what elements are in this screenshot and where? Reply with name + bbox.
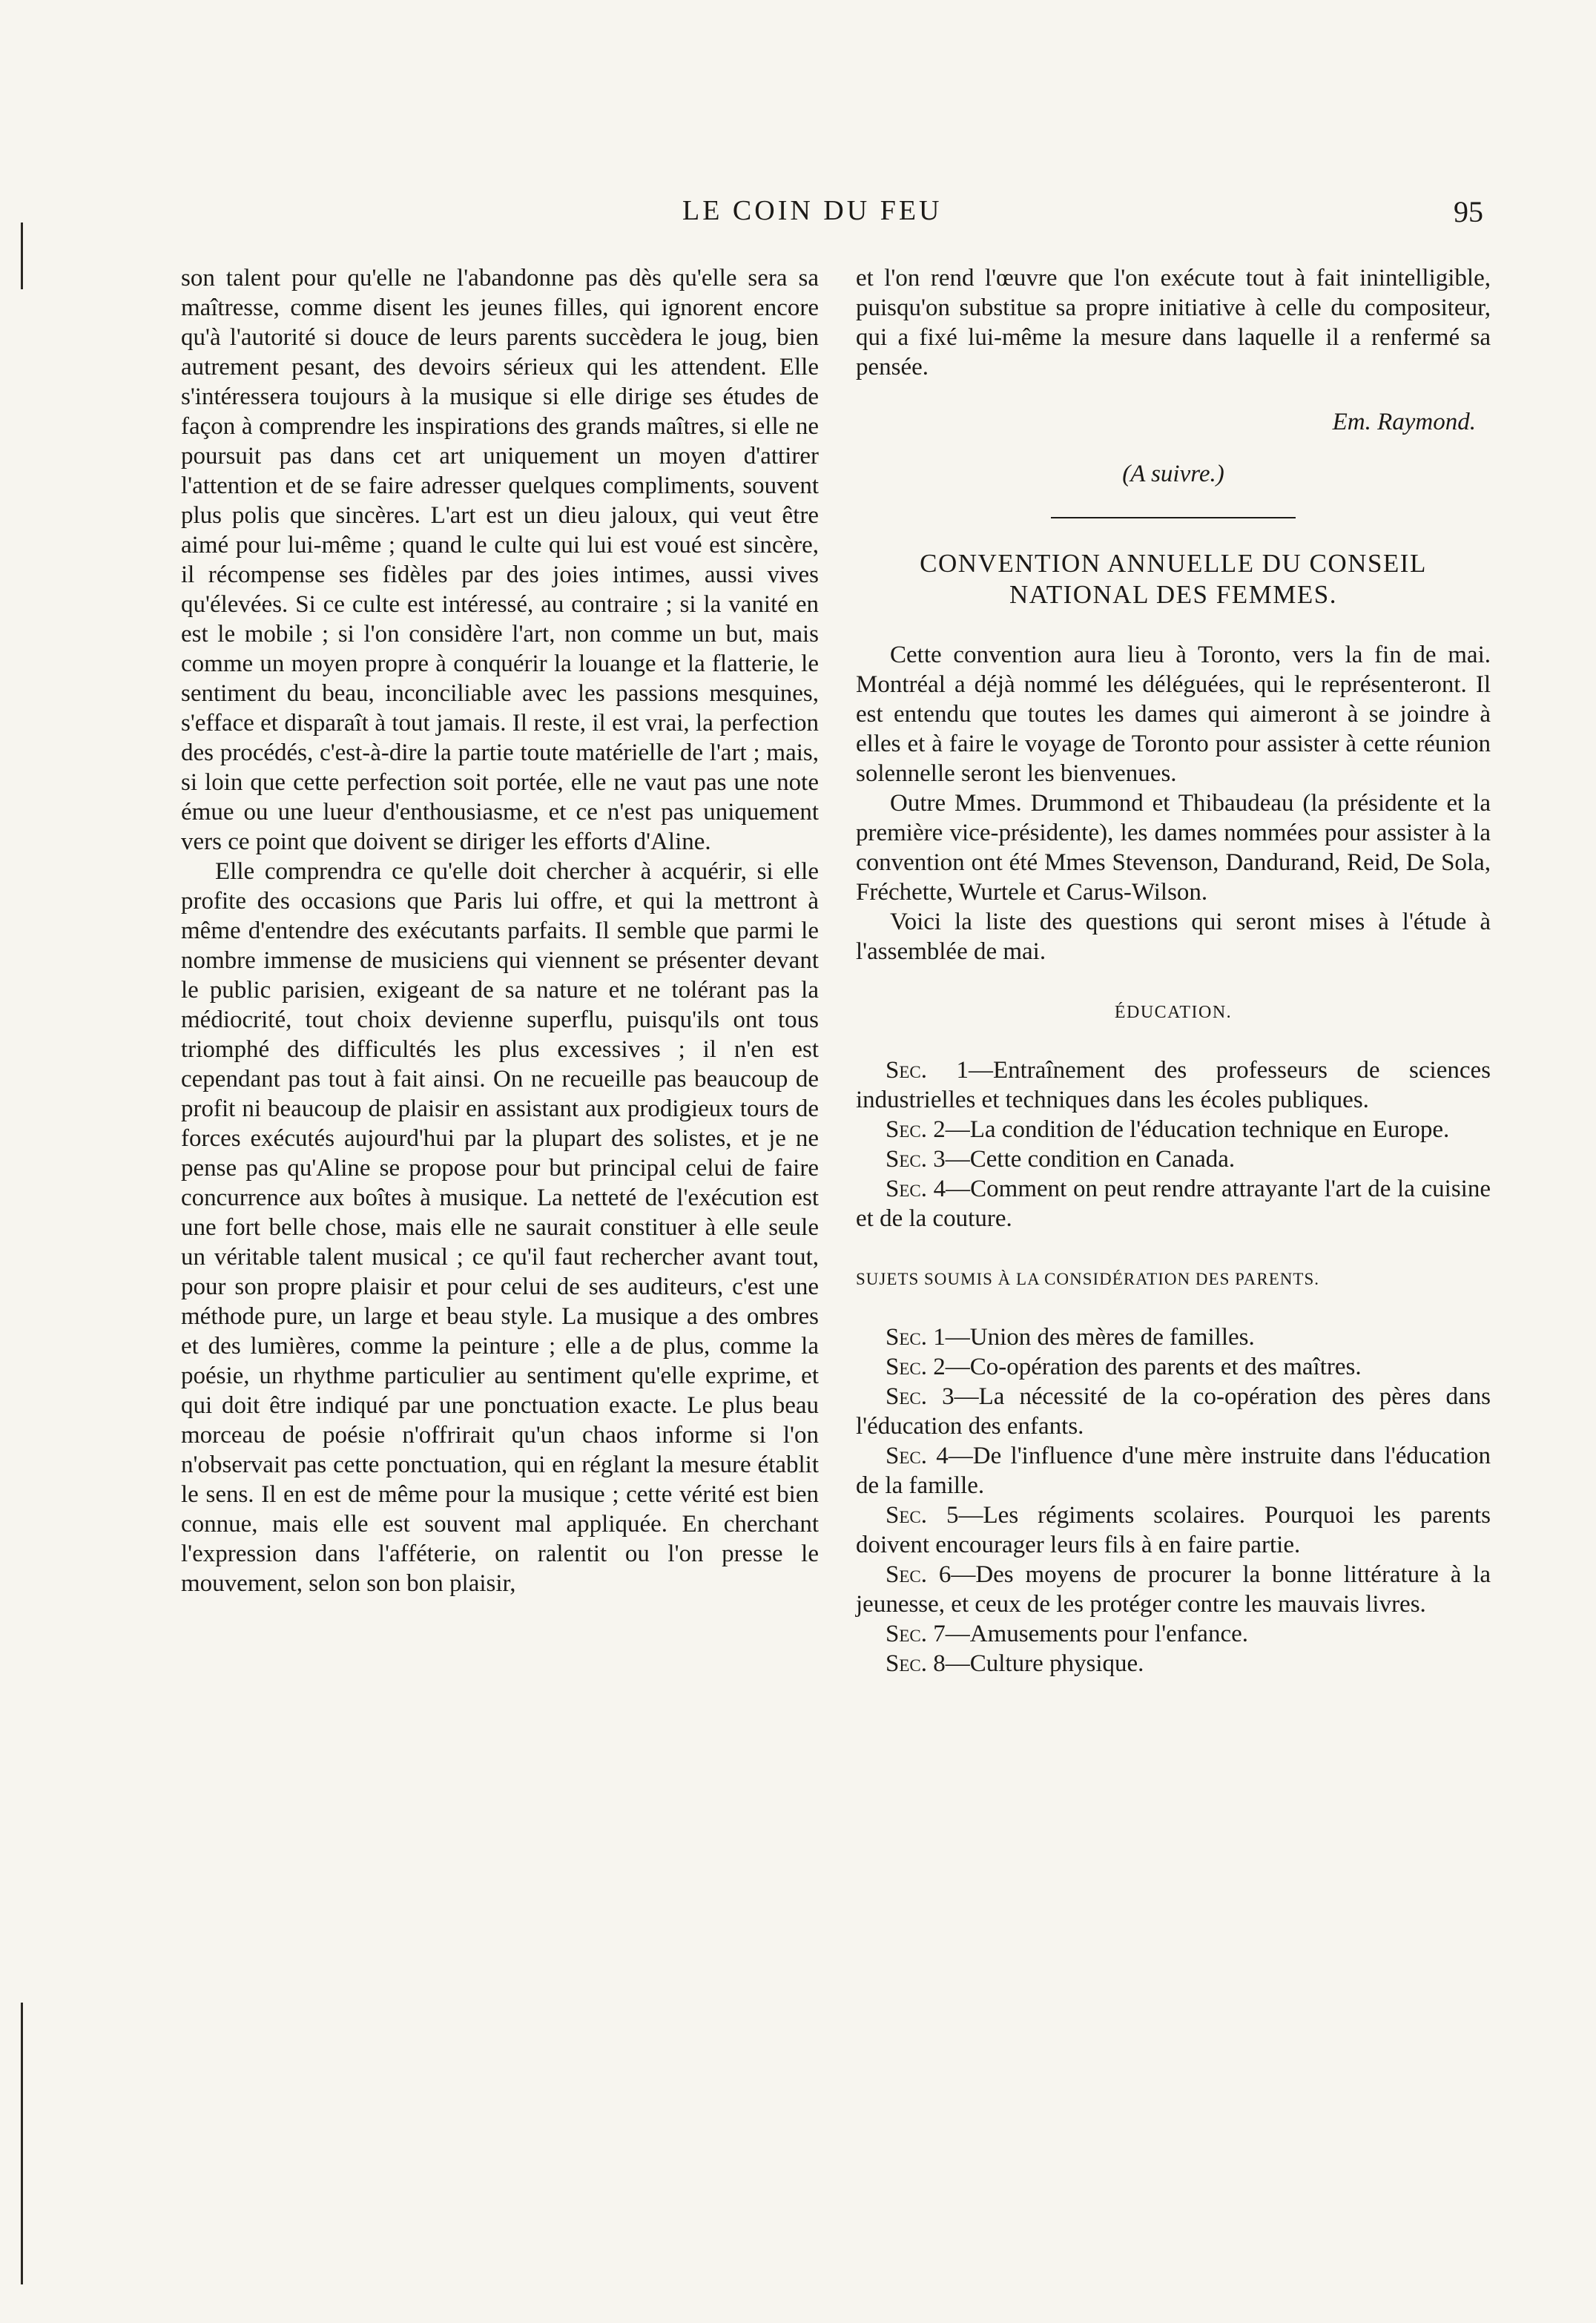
page-number: 95 bbox=[1454, 195, 1483, 228]
section-label: Sec. 3 bbox=[886, 1383, 954, 1410]
article-title-line: CONVENTION ANNUELLE DU CONSEIL bbox=[920, 549, 1427, 578]
article-title bbox=[856, 548, 1491, 610]
list-item bbox=[856, 1619, 1491, 1649]
subheading-education: ÉDUCATION. bbox=[1114, 1003, 1233, 1022]
list-item bbox=[856, 1174, 1491, 1233]
list-item bbox=[856, 1055, 1491, 1115]
parents-list bbox=[856, 1322, 1491, 1678]
section-label: Sec. 3 bbox=[886, 1146, 946, 1173]
list-item bbox=[856, 1144, 1491, 1174]
section-text: —Les régiments scolaires. Pourquoi les parents doivent encourager leurs fils à en faire partie. bbox=[856, 1502, 1491, 1558]
article-title-line: NATIONAL DES FEMMES. bbox=[1009, 580, 1337, 609]
to-be-continued: (A suivre.) bbox=[1122, 461, 1224, 487]
section-label: Sec. 8 bbox=[886, 1650, 946, 1677]
section-text: —Amusements pour l'enfance. bbox=[945, 1621, 1248, 1647]
section-label: Sec. 5 bbox=[886, 1502, 959, 1529]
list-item bbox=[856, 1352, 1491, 1382]
left-column bbox=[181, 263, 819, 1598]
list-item bbox=[856, 1441, 1491, 1500]
list-item bbox=[856, 1649, 1491, 1678]
list-item bbox=[856, 1322, 1491, 1352]
section-text: —De l'influence d'une mère instruite dans l'éducation de la famille. bbox=[856, 1443, 1491, 1499]
paragraph: Outre Mmes. Drummond et Thibaudeau (la présidente et la première vice-présidente), les dames nommées pour assister à la convention ont été Mmes Stevenson, Dandurand, Reid, De Sola, Fréchette, Wurtele et Carus-Wilson. bbox=[856, 790, 1491, 906]
list-item bbox=[856, 1500, 1491, 1560]
section-label: Sec. 1 bbox=[886, 1057, 969, 1084]
section-text: —La nécessité de la co-opération des pères dans l'éducation des enfants. bbox=[856, 1383, 1491, 1440]
section-text: —Cette condition en Canada. bbox=[945, 1146, 1236, 1173]
author-signature: Em. Raymond. bbox=[1332, 409, 1476, 435]
subheading-parents: SUJETS SOUMIS À LA CONSIDÉRATION DES PARENTS. bbox=[856, 1270, 1319, 1288]
paragraph: Cette convention aura lieu à Toronto, vers la fin de mai. Montréal a déjà nommé les déléguées, qui le représenteront. Il est entendu que toutes les dames qui aimeront à se joindre à elles et à faire le voyage de Toronto pour assister à cette réunion solennelle seront les bienvenues. bbox=[856, 642, 1491, 787]
section-label: Sec. 2 bbox=[886, 1354, 946, 1380]
paragraph: Elle comprendra ce qu'elle doit chercher à acquérir, si elle profite des occasions que Paris lui offre, et qui la mettront à même d'entendre des exécutants parfaits. Il semble que parmi le nombre immense de musiciens qui viennent se présenter devant le public parisien, exigeant de sa nature et ne tolérant pas la médiocrité, tout choix devienne superflu, puisqu'ils ont tous triomphé des difficultés les plus excessives ; il n'en est cependant pas tout à fait ainsi. On ne recueille pas beaucoup de profit ni beaucoup de plaisir en assistant aux prodigieux tours de forces exécutés aujourd'hui par la plupart des solistes, et je ne pense pas qu'Aline se propose pour but principal celui de faire concurrence aux boîtes à musique. La netteté de l'exécution est une fort belle chose, mais elle ne saurait constituer à elle seule un véritable talent musical ; ce qu'il faut rechercher avant tout, pour son propre plaisir et pour celui de ses auditeurs, c'est une méthode pure, un large et beau style. La musique a des ombres et des lumières, comme la peinture ; elle a de plus, comme la poésie, un rhythme particulier au sentiment qu'elle exprime, et qui doit être indiqué par une ponctuation exacte. Le plus beau morceau de poésie n'offrirait qu'un chaos informe si l'on n'observait pas cette ponctuation, qui en réglant la mesure établit le sens. Il en est de même pour la musique ; cette vérité est bien connue, mais elle est souvent mal appliquée. En cherchant l'expression dans l'afféterie, on ralentit ou l'on presse le mouvement, selon son bon plaisir, bbox=[181, 858, 819, 1597]
section-label: Sec. 2 bbox=[886, 1116, 946, 1143]
section-text: —Co-opération des parents et des maîtres. bbox=[945, 1354, 1362, 1380]
section-label: Sec. 4 bbox=[886, 1176, 946, 1202]
section-label: Sec. 7 bbox=[886, 1621, 946, 1647]
list-item bbox=[856, 1382, 1491, 1441]
list-item bbox=[856, 1560, 1491, 1619]
education-list bbox=[856, 1055, 1491, 1233]
section-label: Sec. 1 bbox=[886, 1324, 946, 1351]
binding-edge-mark bbox=[21, 2003, 23, 2284]
paragraph: Voici la liste des questions qui seront mises à l'étude à l'assemblée de mai. bbox=[856, 909, 1491, 965]
list-item bbox=[856, 1115, 1491, 1144]
continuation-paragraph: et l'on rend l'œuvre que l'on exécute tout à fait inintelligible, puisqu'on substitue sa propre initiative à celle du compositeur, qui a fixé lui-même la mesure dans laquelle il a renfermé sa pensée. bbox=[856, 265, 1491, 380]
section-label: Sec. 6 bbox=[886, 1561, 952, 1588]
running-head bbox=[0, 194, 1596, 239]
section-text: —Entraînement des professeurs de sciences industrielles et techniques dans les écoles publiques. bbox=[856, 1057, 1491, 1113]
section-text: —La condition de l'éducation technique en Europe. bbox=[945, 1116, 1450, 1143]
right-column bbox=[856, 263, 1491, 1678]
section-text: —Union des mères de familles. bbox=[945, 1324, 1255, 1351]
section-text: —Culture physique. bbox=[945, 1650, 1144, 1677]
running-title: LE COIN DU FEU bbox=[682, 195, 943, 226]
section-text: —Comment on peut rendre attrayante l'art de la cuisine et de la couture. bbox=[856, 1176, 1491, 1232]
section-text: —Des moyens de procurer la bonne littérature à la jeunesse, et ceux de les protéger contre les mauvais livres. bbox=[856, 1561, 1491, 1618]
section-divider bbox=[1051, 517, 1296, 518]
paragraph: son talent pour qu'elle ne l'abandonne pas dès qu'elle sera sa maîtresse, comme disent les jeunes filles, qui ignorent encore qu'à l'autorité si douce de leurs parents succèdera le joug, bien autrement pesant, des devoirs sérieux qui les attendent. Elle s'intéressera toujours à la musique si elle dirige ses études de façon à comprendre les inspirations des grands maîtres, si elle ne poursuit pas dans cet art uniquement un moyen d'attirer l'attention et de se faire adresser quelques compliments, souvent plus polis que sincères. L'art est un dieu jaloux, qui veut être aimé pour lui-même ; quand le culte qui lui est voué est sincère, il récompense ses fidèles par des joies intimes, aussi vives qu'élevées. Si ce culte est intéressé, au contraire ; si la vanité en est le mobile ; si l'on considère l'art, non comme un but, mais comme un moyen propre à conquérir la louange et la flatterie, le sentiment du beau, inconciliable avec les passions mesquines, s'efface et disparaît à tout jamais. Il reste, il est vrai, la perfection des procédés, c'est-à-dire la partie toute matérielle de l'art ; mais, si loin que cette perfection soit portée, elle ne vaut pas une note émue ou une lueur d'enthousiasme, et ce n'est pas uniquement vers ce point que doivent se diriger les efforts d'Aline. bbox=[181, 265, 819, 855]
section-label: Sec. 4 bbox=[886, 1443, 949, 1469]
